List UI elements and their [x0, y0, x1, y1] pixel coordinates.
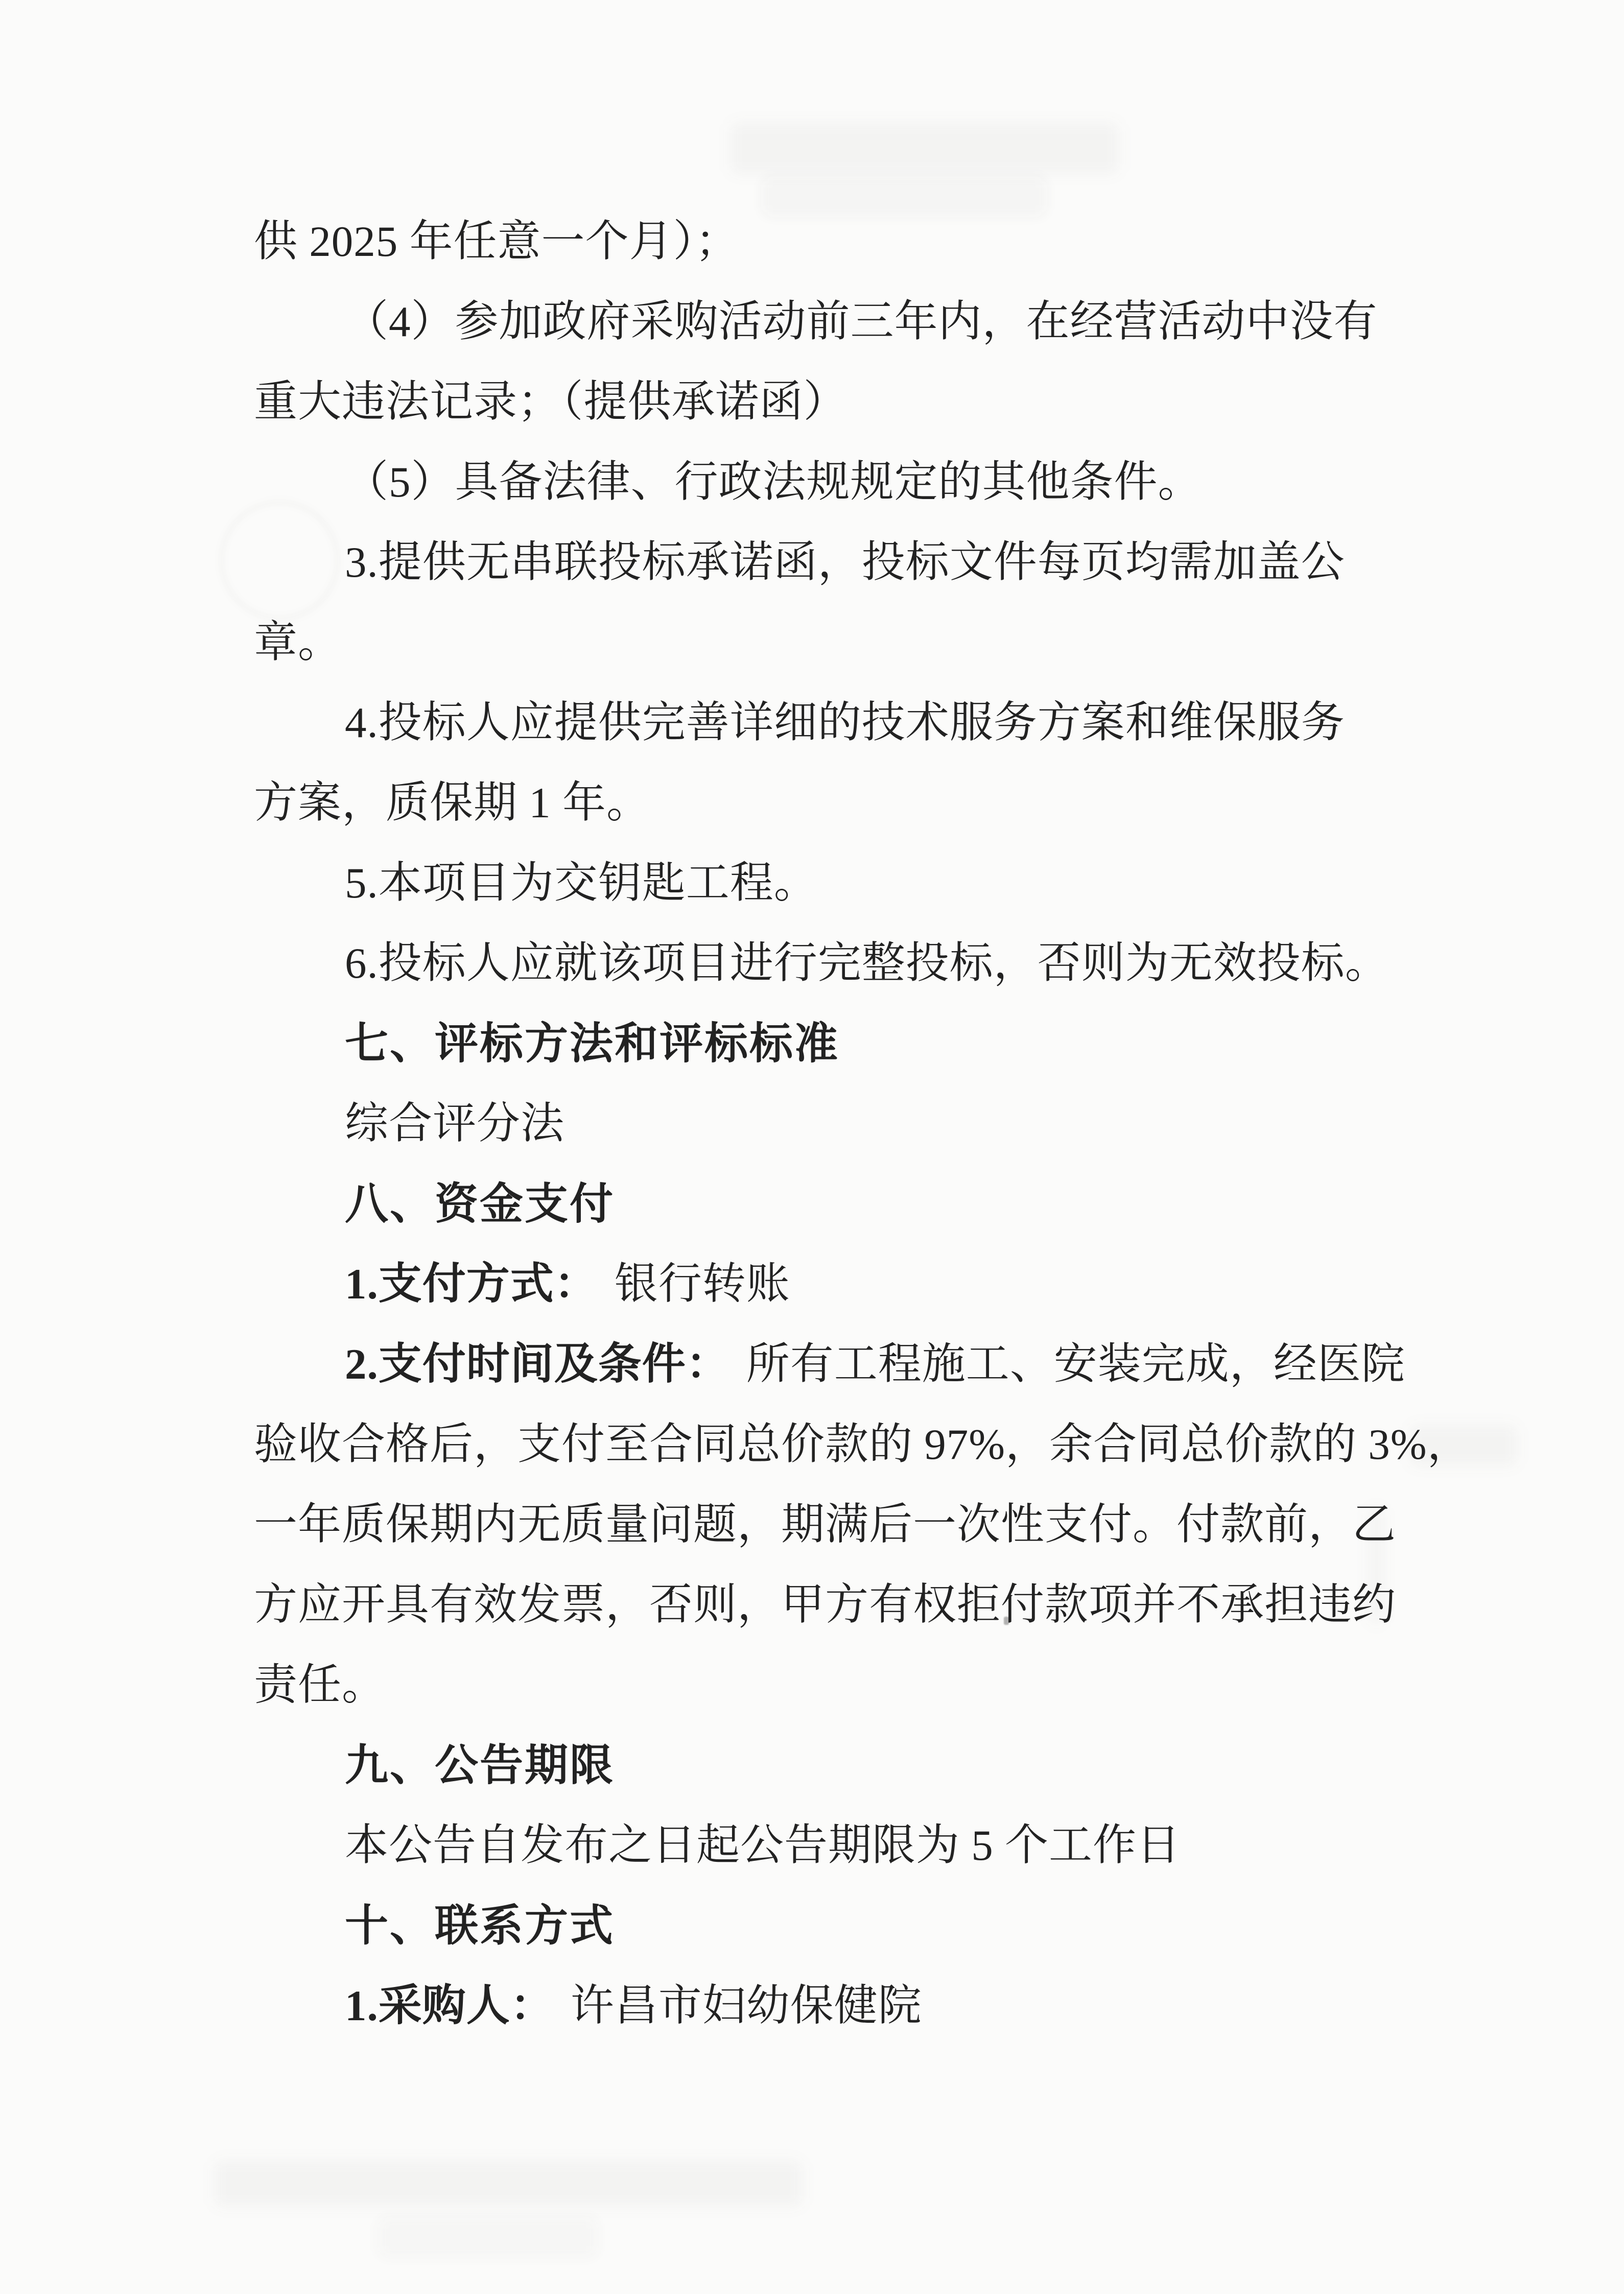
section-heading-evaluation: 七、评标方法和评标标准: [345, 1020, 840, 1068]
section-heading-payment: 八、资金支付: [345, 1180, 615, 1228]
payment-method-line: [254, 1244, 1390, 1325]
doc-line: 供 2025 年任意一个月）；: [254, 218, 740, 266]
text-block: [254, 202, 1471, 2046]
doc-line: 验收合格后，支付至合同总价款的 97%，余合同总价款的 3%，: [254, 1421, 1471, 1469]
doc-line: 本公告自发布之日起公告期限为 5 个工作日: [345, 1822, 1181, 1870]
doc-line: 6.投标人应就该项目进行完整投标，否则为无效投标。: [345, 939, 1389, 987]
doc-line: 3.提供无串联投标承诺函，投标文件每页均需加盖公: [345, 538, 1345, 586]
doc-line: 5.本项目为交钥匙工程。: [345, 859, 818, 907]
payment-terms-line: [254, 1325, 1405, 1405]
doc-line: 4.投标人应提供完善详细的技术服务方案和维保服务: [345, 699, 1345, 747]
doc-line: 方案，质保期 1 年。: [254, 779, 651, 827]
doc-line: 章。: [254, 619, 342, 667]
doc-line: （4）参加政府采购活动前三年内，在经营活动中没有: [345, 298, 1378, 346]
bleedthrough-artifact: [378, 2217, 598, 2258]
doc-line: 重大违法记录；（提供承诺函）: [254, 378, 848, 426]
bleedthrough-artifact: [731, 123, 1119, 174]
doc-line: （5）具备法律、行政法规规定的其他条件。: [345, 458, 1202, 506]
purchaser-label: 1.采购人：: [345, 1982, 554, 2030]
payment-method-label: 1.支付方式：: [345, 1260, 598, 1308]
purchaser-line: [254, 1966, 1390, 2046]
doc-line: 一年质保期内无质量问题，期满后一次性支付。付款前，乙: [254, 1501, 1397, 1549]
payment-method-value: 银行转账: [614, 1260, 790, 1308]
bleedthrough-artifact: [215, 2161, 802, 2207]
section-heading-contact: 十、联系方式: [345, 1902, 615, 1950]
payment-terms-value: 所有工程施工、安装完成，经医院: [746, 1340, 1405, 1388]
section-heading-announcement-period: 九、公告期限: [345, 1741, 615, 1790]
payment-terms-label: 2.支付时间及条件：: [345, 1340, 730, 1388]
purchaser-value: 许昌市妇幼保健院: [570, 1982, 922, 2030]
doc-line: 方应开具有效发票，否则，甲方有权拒付款项并不承担违约: [254, 1581, 1397, 1629]
doc-line: 综合评分法: [345, 1100, 565, 1148]
doc-line: 责任。: [254, 1661, 386, 1709]
